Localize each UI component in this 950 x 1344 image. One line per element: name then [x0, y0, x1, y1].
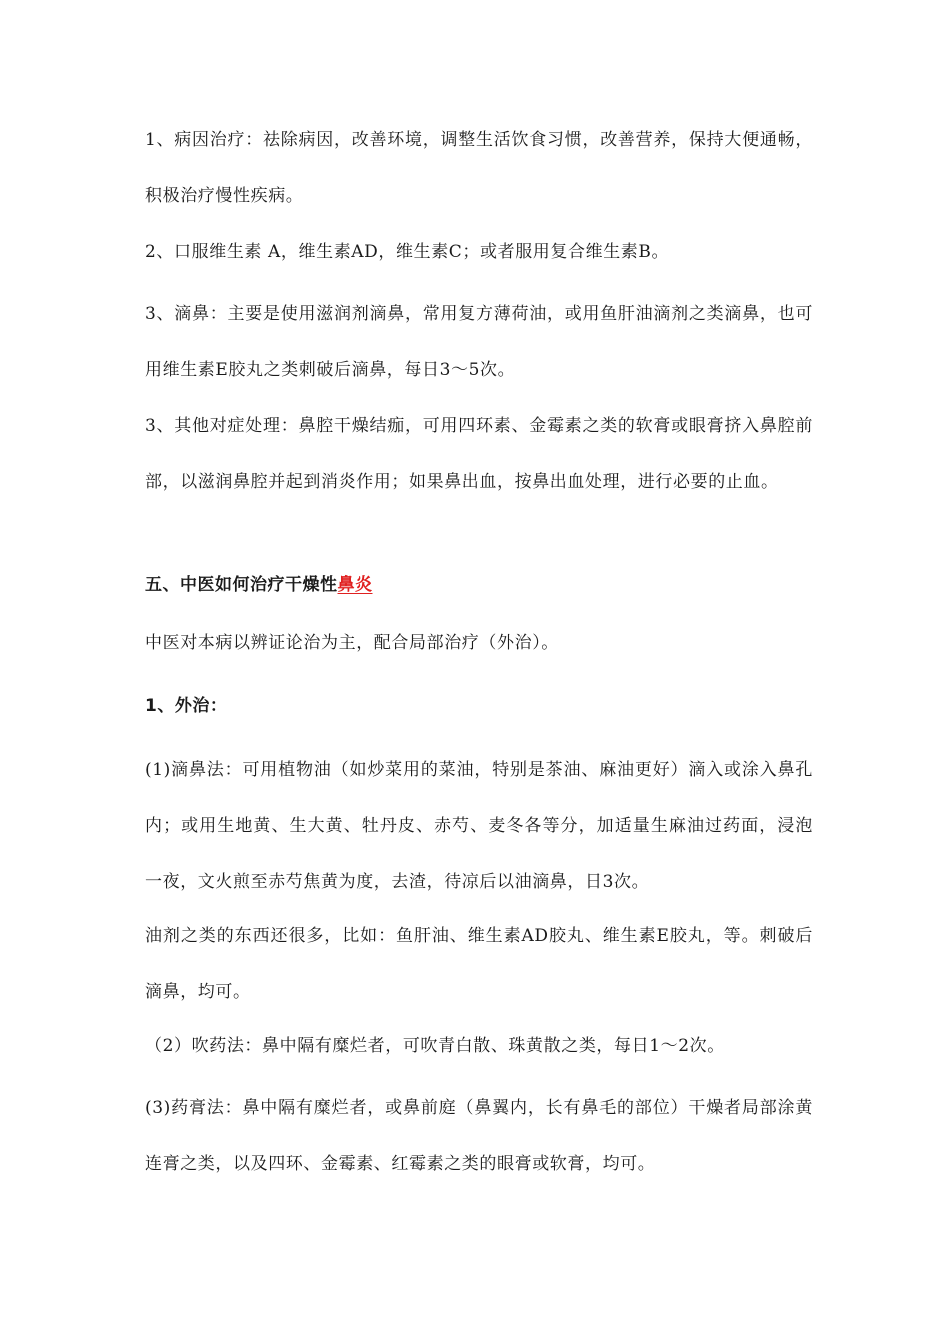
paragraph-symptomatic-treatment: 3、其他对症处理：鼻腔干燥结痂，可用四环素、金霉素之类的软膏或眼膏挤入鼻腔前部，以滋润鼻腔并起到消炎作用；如果鼻出血，按鼻出血处理，进行必要的止血。 [145, 416, 813, 492]
paragraph-tcm-intro: 中医对本病以辨证论治为主，配合局部治疗（外治）。 [145, 633, 559, 653]
paragraph-ointment-method: (3)药膏法：鼻中隔有糜烂者，或鼻前庭（鼻翼内，长有鼻毛的部位）干燥者局部涂黄连膏之类，以及四环、金霉素、红霉素之类的眼膏或软膏，均可。 [145, 1098, 813, 1174]
paragraph-oil-agents: 油剂之类的东西还很多，比如：鱼肝油、维生素AD胶丸、维生素E胶丸，等。刺破后滴鼻，均可。 [145, 926, 813, 1002]
subheading-external-treatment: 1、外治： [145, 696, 228, 716]
section-heading-text: 五、中医如何治疗干燥性 [145, 575, 338, 595]
paragraph-nasal-drip-method: (1)滴鼻法：可用植物油（如炒菜用的菜油，特别是茶油、麻油更好）滴入或涂入鼻孔内；或用生地黄、生大黄、牡丹皮、赤芍、麦冬各等分，加适量生麻油过药面，浸泡一夜，文火煎至赤芍焦黄为度，去渣，待凉后以油滴鼻，日3次。 [145, 760, 813, 892]
paragraph-etiology-treatment: 1、病因治疗：祛除病因，改善环境，调整生活饮食习惯，改善营养，保持大便通畅，积极治疗慢性疾病。 [145, 130, 813, 206]
rhinitis-link[interactable]: 鼻炎 [337, 575, 373, 595]
paragraph-insufflation-method: （2）吹药法：鼻中隔有糜烂者，可吹青白散、珠黄散之类，每日1～2次。 [145, 1036, 725, 1056]
section-heading-tcm [145, 557, 373, 613]
paragraph-nasal-drops: 3、滴鼻：主要是使用滋润剂滴鼻，常用复方薄荷油，或用鱼肝油滴剂之类滴鼻，也可用维生素E胶丸之类刺破后滴鼻，每日3～5次。 [145, 304, 813, 380]
paragraph-oral-vitamins: 2、口服维生素 A，维生素AD，维生素C；或者服用复合维生素B。 [145, 242, 670, 262]
